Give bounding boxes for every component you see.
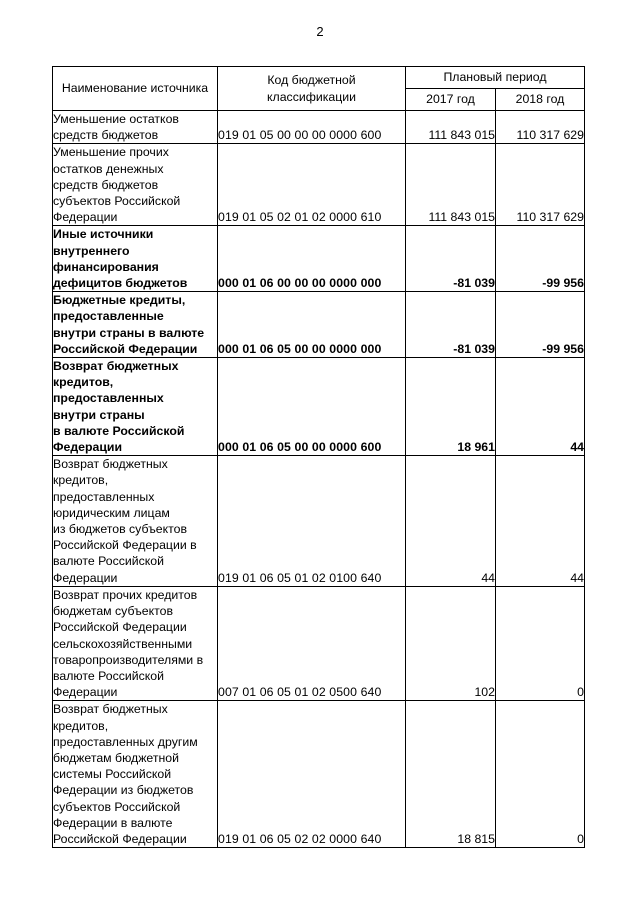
header-year-2017: 2017 год bbox=[406, 89, 496, 111]
row-budget-code: 000 01 06 05 00 00 0000 600 bbox=[218, 358, 406, 456]
row-source-name: Возврат бюджетных кредитов, предоставленных другим бюджетам бюджетной системы Российской Федерации из бюджетов субъектов Российской Федерации в валюте Российской Федерации bbox=[53, 701, 218, 848]
table-row bbox=[53, 226, 585, 292]
table-header-row bbox=[53, 67, 585, 89]
row-value-2017: 102 bbox=[406, 586, 496, 700]
row-value-2017: 18 815 bbox=[406, 701, 496, 848]
table-row bbox=[53, 701, 585, 848]
row-source-name: Бюджетные кредиты, предоставленные внутри страны в валюте Российской Федерации bbox=[53, 292, 218, 358]
row-value-2018: 110 317 629 bbox=[496, 111, 585, 144]
row-value-2018: 110 317 629 bbox=[496, 144, 585, 226]
row-source-name: Возврат прочих кредитов бюджетам субъектов Российской Федерации сельскохозяйственными товаропроизводителями в валюте Российской Федерации bbox=[53, 586, 218, 700]
row-value-2018: 0 bbox=[496, 701, 585, 848]
row-value-2018: 44 bbox=[496, 456, 585, 587]
row-value-2017: 44 bbox=[406, 456, 496, 587]
row-value-2017: -81 039 bbox=[406, 226, 496, 292]
row-budget-code: 019 01 06 05 02 02 0000 640 bbox=[218, 701, 406, 848]
row-value-2018: 0 bbox=[496, 586, 585, 700]
row-budget-code: 019 01 05 02 01 02 0000 610 bbox=[218, 144, 406, 226]
row-value-2017: 18 961 bbox=[406, 358, 496, 456]
row-source-name: Возврат бюджетных кредитов, предоставленных юридическим лицам из бюджетов субъектов Российской Федерации в валюте Российской Федерации bbox=[53, 456, 218, 587]
row-value-2018: -99 956 bbox=[496, 226, 585, 292]
row-budget-code: 007 01 06 05 01 02 0500 640 bbox=[218, 586, 406, 700]
page-number: 2 bbox=[316, 24, 324, 39]
row-budget-code: 000 01 06 00 00 00 0000 000 bbox=[218, 226, 406, 292]
row-source-name: Возврат бюджетных кредитов, предоставленных внутри страны в валюте Российской Федерации bbox=[53, 358, 218, 456]
header-budget-code: Код бюджетной классификации bbox=[218, 67, 406, 111]
table-row bbox=[53, 358, 585, 456]
row-value-2017: 111 843 015 bbox=[406, 144, 496, 226]
row-value-2017: 111 843 015 bbox=[406, 111, 496, 144]
row-value-2017: -81 039 bbox=[406, 292, 496, 358]
row-source-name: Иные источники внутреннего финансирования дефицитов бюджетов bbox=[53, 226, 218, 292]
row-source-name: Уменьшение прочих остатков денежных средств бюджетов субъектов Российской Федерации bbox=[53, 144, 218, 226]
table-row bbox=[53, 144, 585, 226]
table-row bbox=[53, 111, 585, 144]
row-budget-code: 019 01 05 00 00 00 0000 600 bbox=[218, 111, 406, 144]
header-year-2018: 2018 год bbox=[496, 89, 585, 111]
table-row bbox=[53, 586, 585, 700]
table-row bbox=[53, 292, 585, 358]
budget-sources-table bbox=[52, 66, 585, 848]
row-source-name: Уменьшение остатков средств бюджетов bbox=[53, 111, 218, 144]
row-value-2018: -99 956 bbox=[496, 292, 585, 358]
row-budget-code: 019 01 06 05 01 02 0100 640 bbox=[218, 456, 406, 587]
table-row bbox=[53, 456, 585, 587]
row-budget-code: 000 01 06 05 00 00 0000 000 bbox=[218, 292, 406, 358]
header-source-name: Наименование источника bbox=[53, 67, 218, 111]
header-planned-period: Плановый период bbox=[406, 67, 585, 89]
row-value-2018: 44 bbox=[496, 358, 585, 456]
